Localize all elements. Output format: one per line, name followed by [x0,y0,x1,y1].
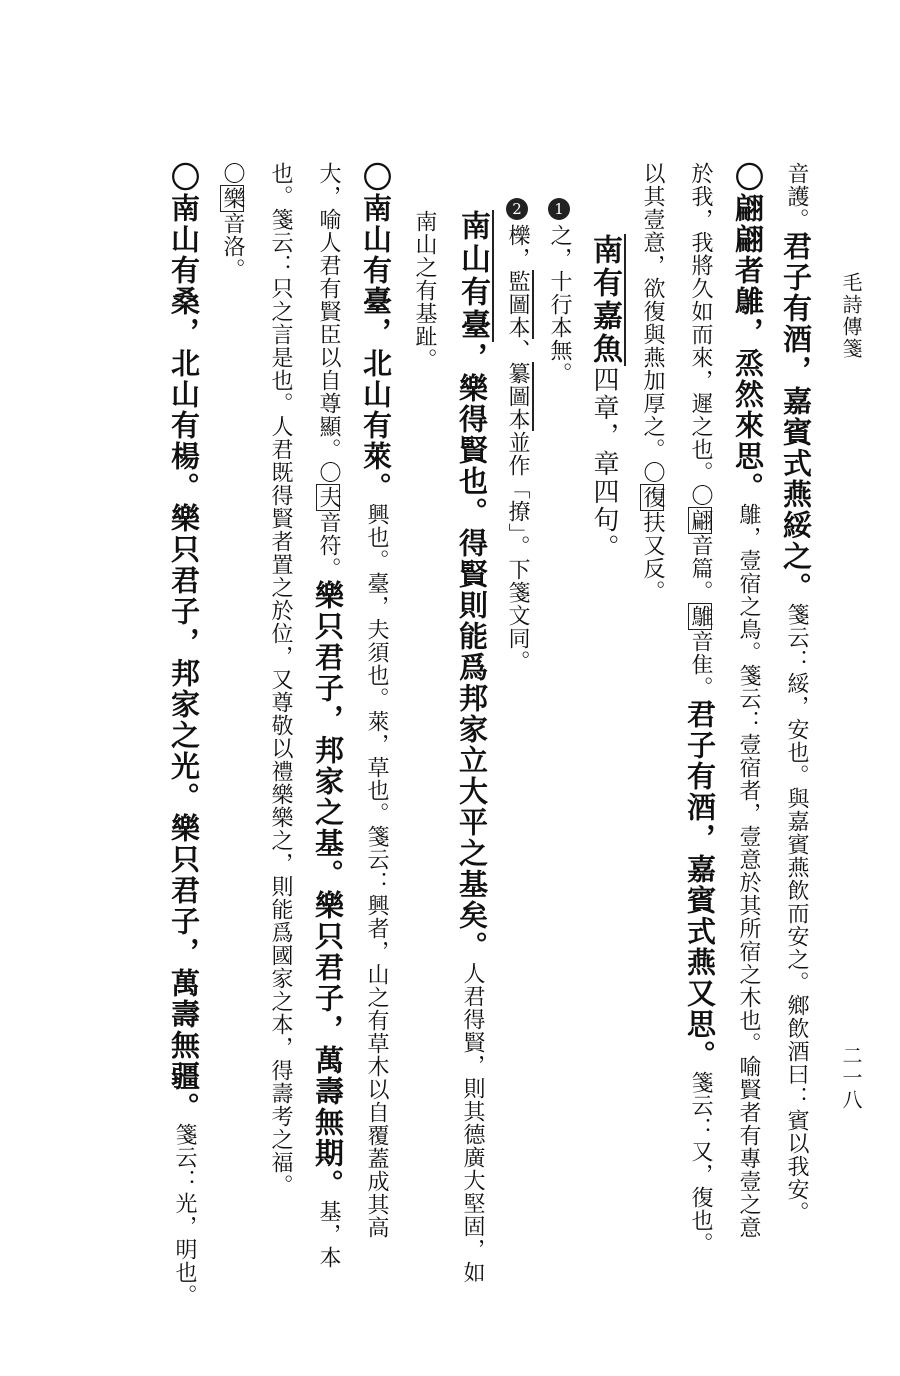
main-text: 樂只君子，邦家之基。 [311,580,345,890]
commentary-text: 之，十行本無。 [547,224,572,385]
main-text: ，樂得賢也。 [455,342,489,528]
footnote-number: 1 [548,198,570,220]
text-column [304,162,352,1312]
footnote-number: 2 [506,198,528,220]
text-column [676,162,724,1312]
main-text: 〇 [359,162,393,193]
commentary-text: 音符。 [316,511,341,580]
pronunciation-boxed-char: 復 [640,486,665,509]
commentary-text: 音隹。 [688,630,713,699]
commentary-text: 人君得賢，則其德廣大堅固，如 [460,962,485,1284]
section-title-count: 四章，章四句。 [589,366,619,562]
text-column [352,162,400,1312]
main-text: 君子有酒，嘉賓式燕又思。 [683,699,717,1071]
commentary-text: 並作「撩」。下箋文同。 [505,431,530,673]
commentary-text: 音篇。 [688,534,713,603]
main-text: 〇 [731,162,765,193]
commentary-text: 興也。臺，夫須也。萊，草也。箋云：興者，山之有草木以自覆蓋成其高 [364,503,389,1239]
footnote-line [496,162,538,1312]
commentary-text: 基，本 [316,1200,341,1269]
commentary-text: 箋云：綏，安也。與嘉賓燕飲而安之。鄉飲酒曰：賓以我安。 [784,603,809,1224]
text-column [256,162,304,1312]
text-column [400,162,448,1312]
commentary-text: 以其壹意，欲復與燕加厚之。〇 [640,162,665,484]
commentary-text: 大，喻人君有賢臣以自尊顯。〇 [316,162,341,484]
commentary-text: 箋云：光，明也。 [172,1123,197,1307]
main-text: 樂只君子，萬壽無期。 [311,890,345,1200]
pronunciation-boxed-char: 翩 [688,509,713,532]
pronunciation-boxed-char: 夫 [316,486,341,509]
section-title: 南有嘉魚 [587,234,626,366]
text-column [208,162,256,1312]
text-column [448,162,496,1312]
text-column [160,162,208,1312]
classical-text-body [100,162,820,1312]
commentary-text: 也。箋云：只之言是也。人君既得賢者置之於位，又尊敬以禮樂樂之，則能爲國家之本，得壽考之福。 [268,162,293,1197]
main-text: 樂只君子，萬壽無疆。 [167,813,201,1123]
text-column [772,162,820,1312]
commentary-text: 扶又反。 [640,511,665,603]
footnote-line [538,162,580,1312]
main-text: 翩翩者鵻，烝然來思。 [731,193,765,503]
book-name-marked: 監圖本 [505,270,534,339]
book-name-marked: 纂圖本 [505,362,534,431]
commentary-text: 鵻，壹宿之鳥。箋云：壹宿者，壹意於其所宿之木也。喻賢者有專壹之意 [736,503,761,1239]
commentary-text: 音洛。 [220,212,245,281]
section-title: 南山有臺 [455,210,494,342]
commentary-text: 箋云：又，復也。 [688,1071,713,1255]
main-text: 君子有酒，嘉賓式燕綏之。 [779,231,813,603]
main-text: 得賢則能爲邦家立大平之基矣。 [455,528,489,962]
pronunciation-boxed-char: 鵻 [688,605,713,628]
commentary-text: 南山之有基趾。 [412,210,437,371]
pronunciation-boxed-char: 樂 [220,187,245,210]
main-text: 南山有桑，北山有楊。 [167,193,201,503]
page-number: 二一八 [839,1045,863,1111]
text-column [580,162,628,1312]
commentary-text: 於我，我將久如而來，遲之也。〇 [688,162,713,507]
main-text: 南山有臺，北山有萊。 [359,193,393,503]
commentary-text: 、 [505,339,530,362]
text-column [628,162,676,1312]
commentary-text: 〇 [220,162,245,185]
main-text: 樂只君子，邦家之光。 [167,503,201,813]
text-column [724,162,772,1312]
commentary-text: 櫟， [505,224,530,270]
book-title: 毛詩傳箋 [839,272,863,360]
main-text: 〇 [167,162,201,193]
commentary-text: 音護。 [784,162,809,231]
